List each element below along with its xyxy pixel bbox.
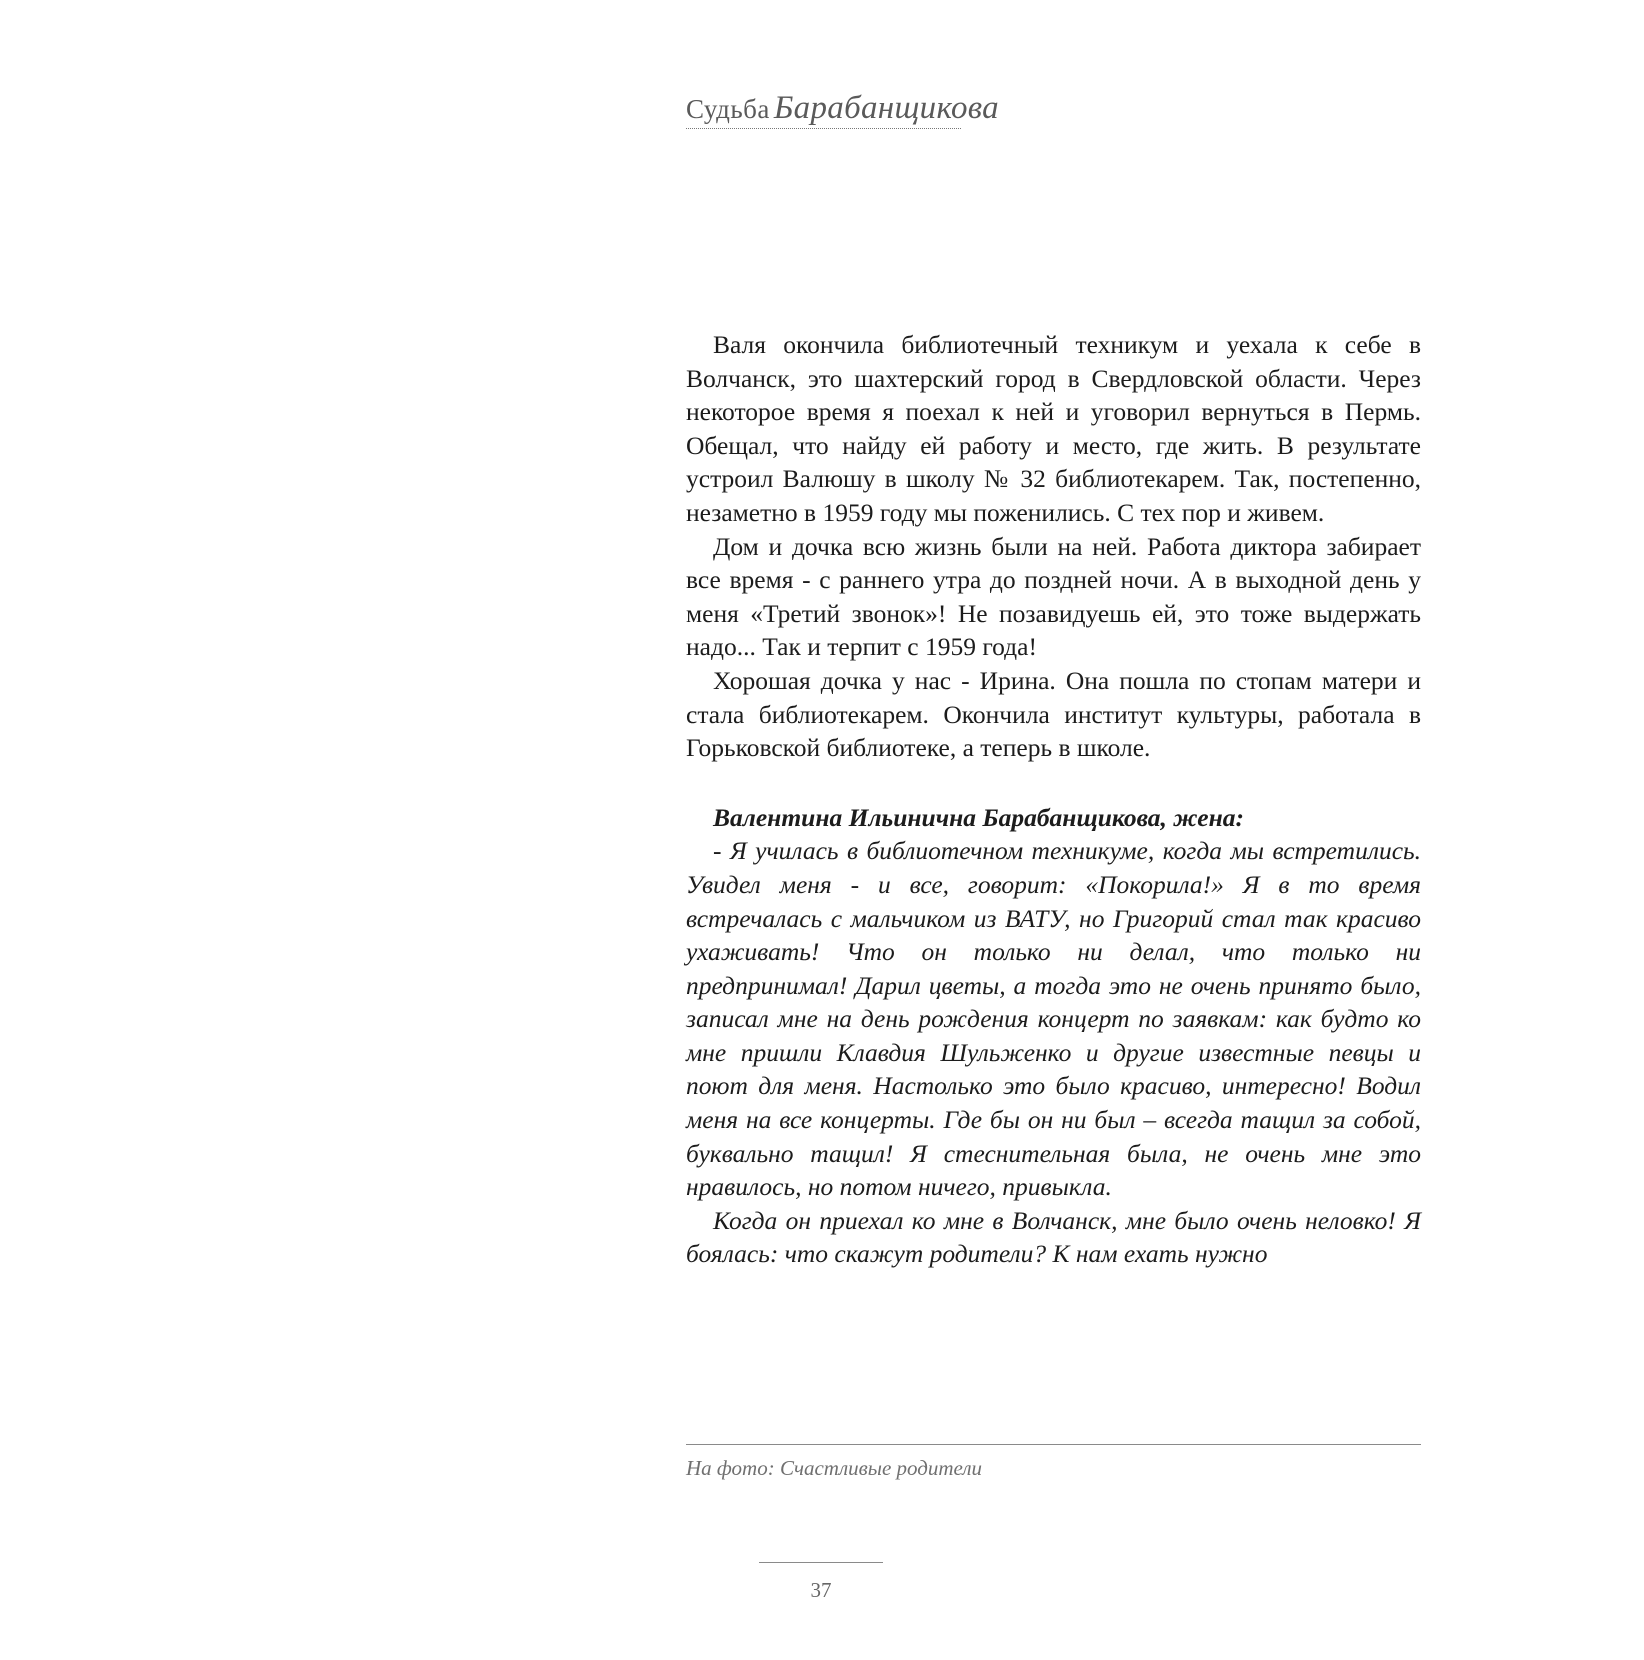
caption-rule — [686, 1444, 1421, 1445]
running-header-rule — [686, 128, 961, 129]
photo-caption: На фото: Счастливые родители — [686, 1456, 982, 1480]
paragraph: Дом и дочка всю жизнь были на ней. Работа диктора забирает все время - с раннего утра до поздней ночи. А в выходной день у меня «Третий звонок»! Не позавидуешь ей, это тоже выдержать надо... Так и терпит с 1959 года! — [686, 531, 1421, 662]
body-text — [686, 328, 1421, 1271]
running-header-surname: Барабанщикова — [773, 90, 999, 126]
page-number-rule — [759, 1562, 883, 1563]
quote-paragraph: Когда он приехал ко мне в Волчанск, мне было очень неловко! Я боялась: что скажут родители? К нам ехать нужно — [686, 1205, 1421, 1269]
page-number: 37 — [810, 1578, 832, 1602]
running-header — [686, 90, 999, 127]
paragraph: Валя окончила библиотечный техникум и уехала к себе в Волчанск, это шахтерский город в Свердловской области. Через некоторое время я поехал к ней и уговорил вернуться в Пермь. Обещал, что найду ей работу и место, где жить. В результате устроил Валюшу в школу № 32 библиотекарем. Так, постепенно, незаметно в 1959 году мы поженились. С тех пор и живем. — [686, 330, 1421, 527]
running-header-title: Судьба — [686, 94, 770, 124]
paragraph: Хорошая дочка у нас - Ирина. Она пошла по стопам матери и стала библиотекарем. Окончила институт культуры, работала в Горьковской библиотеке, а теперь в школе. — [686, 665, 1421, 763]
speaker-heading: Валентина Ильинична Барабанщикова, жена: — [713, 802, 1244, 832]
quote-paragraph: - Я училась в библиотечном техникуме, когда мы встретились. Увидел меня - и все, говорит: «Покорила!» Я в то время встречалась с мальчиком из ВАТУ, но Григорий стал так красиво ухаживать! Что он только ни делал, что только ни предпринимал! Дарил цветы, а тогда это не очень принято было, записал мне на день рождения концерт по заявкам: как будто ко мне пришли Клавдия Шульженко и другие известные певцы и поют для меня. Настолько это было красиво, интересно! Водил меня на все концерты. Где бы он ни был – всегда тащил за собой, буквально тащил! Я стеснительная была, не очень мне это нравилось, но потом ничего, привыкла. — [686, 836, 1421, 1202]
